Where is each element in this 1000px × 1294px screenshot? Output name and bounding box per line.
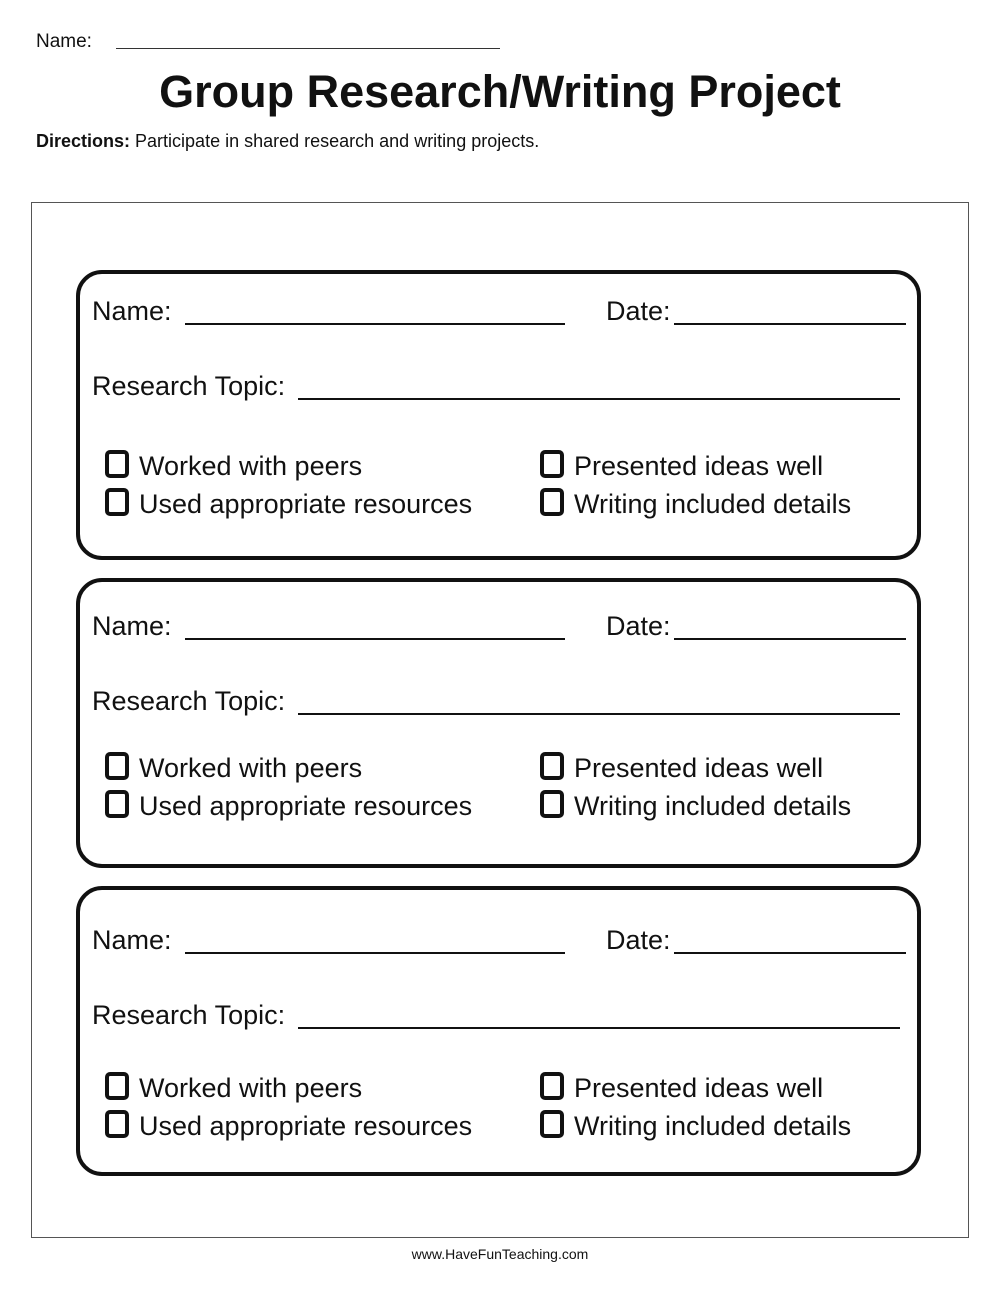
checkbox-used-resources[interactable] — [105, 488, 129, 516]
checkbox-presented-ideas[interactable] — [540, 450, 564, 478]
footer-url: www.HaveFunTeaching.com — [411, 1246, 589, 1262]
check-label-worked-with-peers: Worked with peers — [139, 451, 363, 481]
directions-label: Directions: — [36, 131, 131, 151]
checkbox-worked-with-peers[interactable] — [105, 1072, 129, 1100]
card-date-label: Date: — [606, 296, 671, 326]
top-name-line[interactable] — [116, 48, 500, 49]
card-topic-line[interactable] — [298, 1027, 900, 1029]
card-topic-label: Research Topic: — [92, 1000, 286, 1030]
checkbox-writing-details[interactable] — [540, 790, 564, 818]
check-label-writing-details: Writing included details — [574, 489, 852, 519]
card-date-label: Date: — [606, 925, 671, 955]
card-topic-line[interactable] — [298, 398, 900, 400]
checkbox-used-resources[interactable] — [105, 1110, 129, 1138]
check-label-writing-details: Writing included details — [574, 1111, 852, 1141]
directions — [36, 130, 539, 152]
page-title: Group Research/Writing Project — [159, 66, 841, 117]
check-label-used-resources: Used appropriate resources — [139, 1111, 473, 1141]
card-name-line[interactable] — [185, 952, 565, 954]
checkbox-worked-with-peers[interactable] — [105, 450, 129, 478]
student-card-1 — [76, 270, 921, 560]
card-name-line[interactable] — [185, 323, 565, 325]
check-label-presented-ideas: Presented ideas well — [574, 451, 824, 481]
checkbox-writing-details[interactable] — [540, 1110, 564, 1138]
directions-text: Participate in shared research and writing projects. — [130, 131, 540, 151]
checkbox-worked-with-peers[interactable] — [105, 752, 129, 780]
card-name-label: Name: — [92, 925, 172, 955]
check-label-worked-with-peers: Worked with peers — [139, 753, 363, 783]
checkbox-used-resources[interactable] — [105, 790, 129, 818]
check-label-worked-with-peers: Worked with peers — [139, 1073, 363, 1103]
card-date-line[interactable] — [674, 323, 906, 325]
top-name-label: Name: — [36, 31, 92, 52]
card-topic-line[interactable] — [298, 713, 900, 715]
student-card-2 — [76, 578, 921, 868]
check-label-used-resources: Used appropriate resources — [139, 791, 473, 821]
checkbox-writing-details[interactable] — [540, 488, 564, 516]
card-name-line[interactable] — [185, 638, 565, 640]
check-label-used-resources: Used appropriate resources — [139, 489, 473, 519]
check-label-writing-details: Writing included details — [574, 791, 852, 821]
card-date-label: Date: — [606, 611, 671, 641]
checkbox-presented-ideas[interactable] — [540, 1072, 564, 1100]
card-topic-label: Research Topic: — [92, 686, 286, 716]
card-name-label: Name: — [92, 296, 172, 326]
card-date-line[interactable] — [674, 952, 906, 954]
checkbox-presented-ideas[interactable] — [540, 752, 564, 780]
check-label-presented-ideas: Presented ideas well — [574, 753, 824, 783]
student-card-3 — [76, 886, 921, 1176]
card-topic-label: Research Topic: — [92, 371, 286, 401]
card-name-label: Name: — [92, 611, 172, 641]
card-date-line[interactable] — [674, 638, 906, 640]
check-label-presented-ideas: Presented ideas well — [574, 1073, 824, 1103]
